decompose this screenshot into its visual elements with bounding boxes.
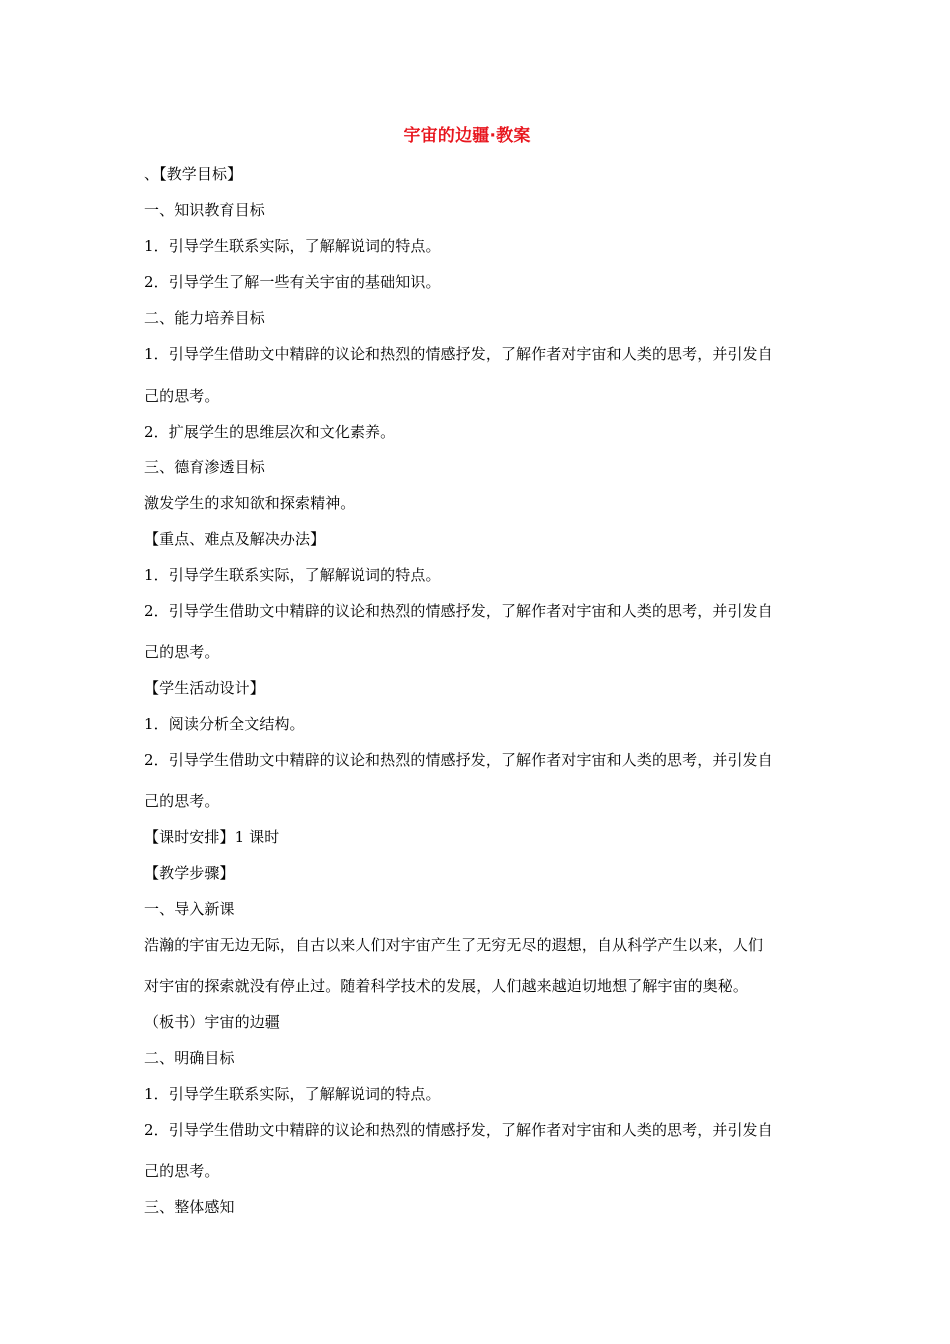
paragraph-line: 己的思考。 [144, 1162, 220, 1180]
subheading-knowledge-goals: 一、知识教育目标 [144, 201, 265, 219]
paragraph-line: 激发学生的求知欲和探索精神。 [144, 494, 356, 512]
paragraph-line: 2．引导学生了解一些有关宇宙的基础知识。 [144, 273, 441, 291]
section-heading-schedule: 【课时安排】1 课时 [144, 828, 280, 846]
paragraph-line: （板书）宇宙的边疆 [144, 1013, 280, 1031]
section-heading-teaching-steps: 【教学步骤】 [144, 864, 235, 882]
paragraph-line: 1．引导学生联系实际，了解解说词的特点。 [144, 237, 441, 255]
subheading-clarify-goals: 二、明确目标 [144, 1049, 235, 1067]
section-heading-teaching-goals: 、【教学目标】 [144, 165, 243, 183]
paragraph-line: 浩瀚的宇宙无边无际，自古以来人们对宇宙产生了无穷无尽的遐想，自从科学产生以来，人们 [144, 936, 764, 954]
paragraph-line: 1．引导学生联系实际，了解解说词的特点。 [144, 1085, 441, 1103]
subheading-ability-goals: 二、能力培养目标 [144, 309, 265, 327]
paragraph-line: 1．引导学生联系实际，了解解说词的特点。 [144, 566, 441, 584]
paragraph-line: 己的思考。 [144, 643, 220, 661]
document-title: 宇宙的边疆·教案 [403, 126, 531, 146]
paragraph-line: 2．引导学生借助文中精辟的议论和热烈的情感抒发，了解作者对宇宙和人类的思考，并引发自 [144, 1121, 773, 1139]
paragraph-line: 1．阅读分析全文结构。 [144, 715, 305, 733]
paragraph-line: 己的思考。 [144, 792, 220, 810]
paragraph-line: 己的思考。 [144, 387, 220, 405]
paragraph-line: 对宇宙的探索就没有停止过。随着科学技术的发展，人们越来越迫切地想了解宇宙的奥秘。 [144, 977, 749, 995]
paragraph-line: 1．引导学生借助文中精辟的议论和热烈的情感抒发，了解作者对宇宙和人类的思考，并引发自 [144, 345, 773, 363]
paragraph-line: 2．引导学生借助文中精辟的议论和热烈的情感抒发，了解作者对宇宙和人类的思考，并引发自 [144, 602, 773, 620]
subheading-moral-goals: 三、德育渗透目标 [144, 458, 265, 476]
section-heading-key-points: 【重点、难点及解决办法】 [144, 530, 326, 548]
paragraph-line: 2．引导学生借助文中精辟的议论和热烈的情感抒发，了解作者对宇宙和人类的思考，并引发自 [144, 751, 773, 769]
paragraph-line: 2．扩展学生的思维层次和文化素养。 [144, 423, 396, 441]
subheading-introduction: 一、导入新课 [144, 900, 235, 918]
section-heading-student-activities: 【学生活动设计】 [144, 679, 265, 697]
subheading-overall-perception: 三、整体感知 [144, 1198, 235, 1216]
